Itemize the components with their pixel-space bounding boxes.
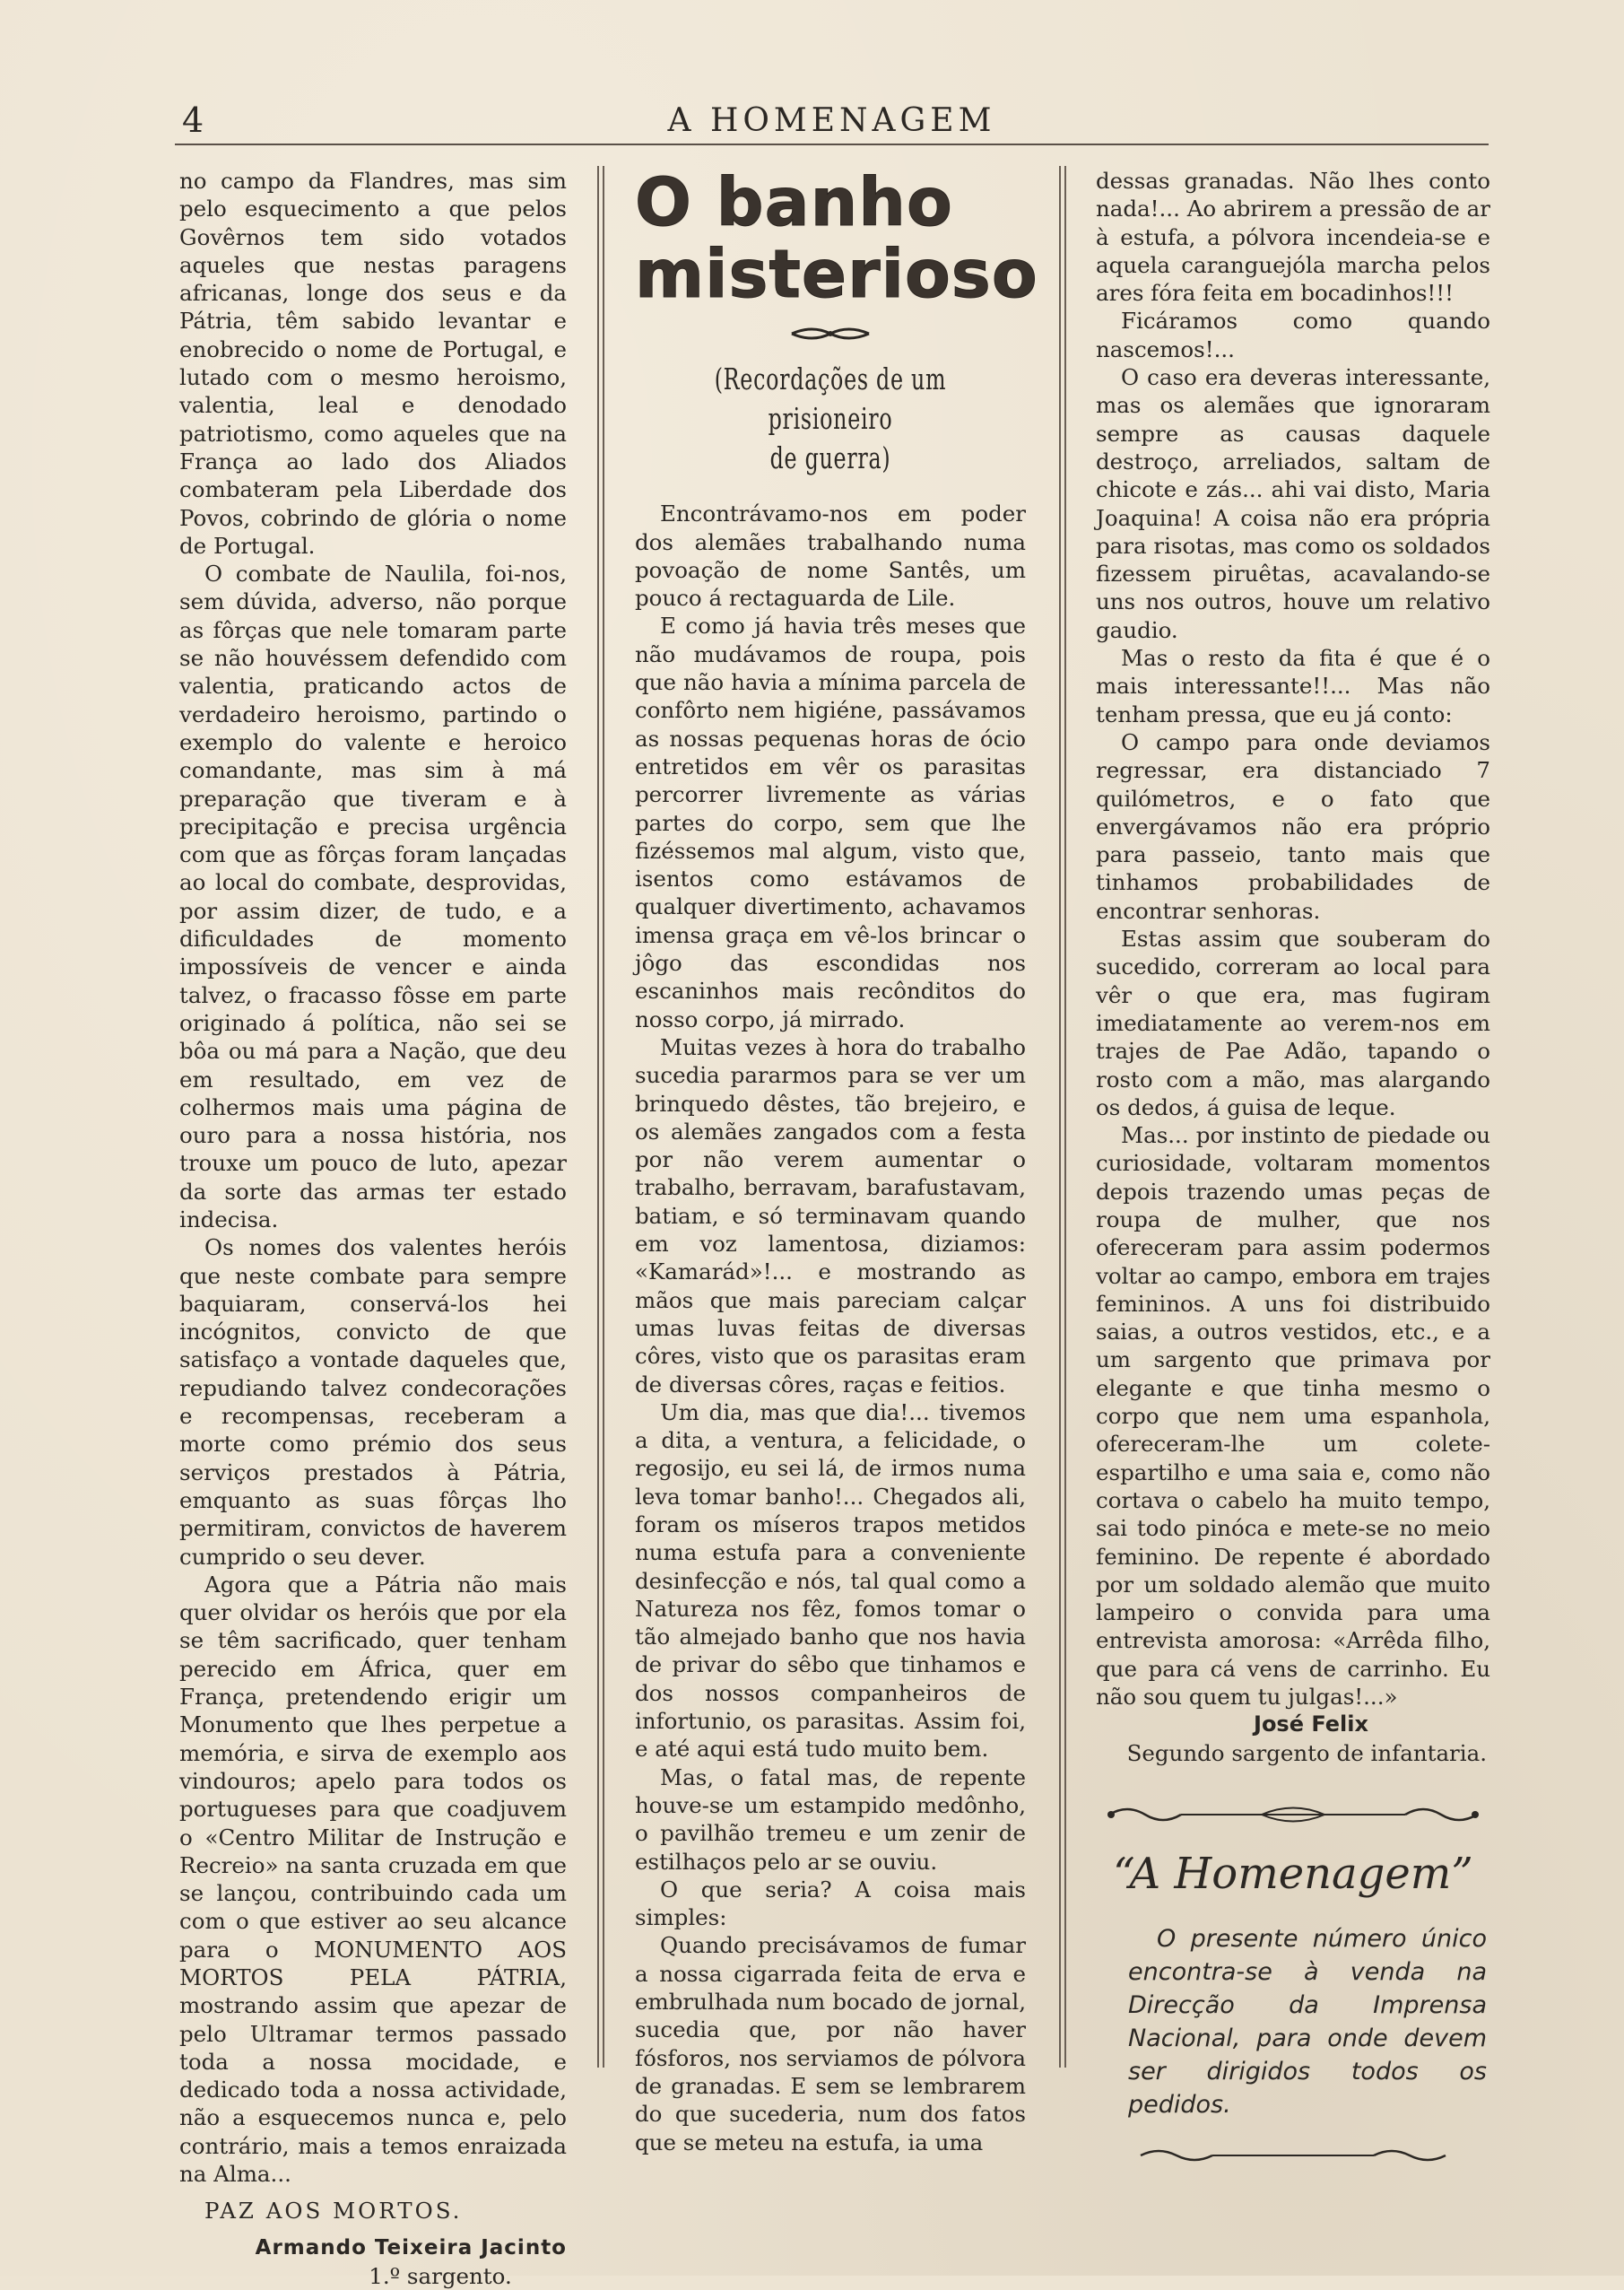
closing-line: PAZ AOS MORTOS. [204,2198,463,2225]
paragraph: O caso era deveras interessante, mas os alemães que ignoraram sempre as causas daquele destroço, arreliados, saltam de chicote e zás... ahi vai disto, Maria Joaquina! A coisa não era própria para risotas, mas como os soldados fizessem piruêtas, acavalando-se uns nos outros, houve um relativo gaudio. [1096,364,1490,643]
notice-text [1096,1922,1490,2121]
paragraph: Os nomes dos valentes heróis que neste combate para sempre baquiaram, conservá-los hei incógnitos, convicto de que satisfaço a vontade daqueles que, repudiando talvez condecorações e recompensas, receberam a morte como prémio dos seus serviços prestados à Pátria, emquanto as suas fôrças lho permitiram, convictos de haverem cumprido o seu dever. [179,1234,567,1570]
paragraph: Um dia, mas que dia!... tivemos a dita, a ventura, a felicidade, o regosijo, eu sei lá, de irmos numa leva tomar banho!... Chegados ali, foram os míseros trapos metidos numa estufa para a conveniente desinfecção e nós, tal qual como a Natureza nos fêz, fomos tomar o tão almejado banho que nos havia de privar do sêbo que tinhamos e dos nossos companheiros de infortunio, os parasitas. Assim foi, e até aqui está tudo muito bem. [635,1398,1026,1763]
paragraph: O combate de Naulila, foi-nos, sem dúvida, adverso, não porque as fôrças que nele tomaram parte se não houvéssem defendido com valentia, praticando actos de verdadeiro heroismo, partindo o exemplo do valente e heroico comandante, mas sim à má preparação que tiveram e à precipitação e precisa urgência com que as fôrças foram lançadas ao local do combate, desprovidas, por assim dizer, de tudo, e a dificuldades de momento impossíveis de vencer e ainda talvez, o fracasso fôsse em parte originado á política, não sei se bôa ou má para a Nação, que deu em resultado, em vez de colhermos mais uma página de ouro para a nossa história, nos trouxe um pouco de luto, apezar da sorte das armas ter estado indecisa. [179,561,567,1232]
column-1 [179,167,567,2290]
column-divider [1059,166,1061,2068]
paragraph: Encontrávamo-nos em poder dos alemães trabalhando numa povoação de nome Santês, um pouco á rectaguarda de Lile. [635,501,1026,612]
paragraph: E como já havia três meses que não mudávamos de roupa, pois que não havia a mínima parcela de confôrto nem higiéne, passávamos as nossas pequenas horas de ócio entretidos em vêr os parasitas percorrer livremente as várias partes do corpo, sem que lhe fizéssemos mal algum, visto que, isentos como estávamos de qualquer divertimento, achavamos imensa graça em vê-los brincar o jôgo das escondidas nos escaninhos mais recônditos do nosso corpo, já mirrado. [635,613,1026,1032]
column-divider [597,166,599,2068]
flourish-icon [1100,1801,1486,1828]
subtitle-line-2: de guerra) [769,440,891,476]
column-2 [635,164,1038,2156]
page-number: 4 [182,100,206,140]
author-rank: Segundo sargento de infantaria. [1126,1739,1487,1766]
divider-ornament [635,323,1026,351]
notice-title: “A Homenagem” [1113,1849,1473,1900]
paragraph: O que seria? A coisa mais simples: [635,1876,1026,1931]
article-title-line-2: misterioso [635,236,1038,313]
notice-ornament-top [1096,1801,1490,1834]
subtitle-line-1: (Recordações de um prisioneiro [714,361,947,437]
header-rule [175,144,1489,145]
page-header [175,100,1489,145]
paragraph: Quando precisávamos de fumar a nossa cigarrada feita de erva e embrulhada num bocado de jornal, sucedia que, por não haver fósforos, nos serviamos de pólvora de granadas. E sem se lembrarem do que sucederia, num dos fatos que se meteu na estufa, ia uma [635,1932,1026,2155]
paragraph: O campo para onde deviamos regressar, era distanciado 7 quilómetros, e o fato que envergávamos não era próprio para passeio, tanto mais que tinhamos probabilidades de encontrar senhoras. [1096,728,1490,924]
article-title-line-1: O banho [635,164,953,241]
flourish-icon [1123,2145,1463,2166]
notice-body: O presente número único encontra-se à venda na Direcção da Imprensa Nacional, para onde devem ser dirigidos todos os pedidos. [1128,1925,1487,2120]
paragraph: Ficáramos como quando nascemos!... [1096,308,1490,362]
paragraph: Mas... por instinto de piedade ou curiosidade, voltaram momentos depois trazendo umas peças de roupa de mulher, que nos ofereceram para assim podermos voltar ao campo, embora em trajes femininos. A uns foi distribuido saias, a outros vestidos, etc., e a um sargento que primava por elegante e que tinha mesmo o corpo que nem uma espanhola, ofereceram-lhe um colete-espartilho e uma saia e, como não cortava o cabelo ha muito tempo, sai todo pinóca e mete-se no meio feminino. De repente é abordado por um soldado alemão que muito lampeiro o convida para uma entrevista amorosa: «Arrêda filho, que para cá vens de carrinho. Eu não sou quem tu julgas!...» [1096,1122,1490,1711]
paragraph: Mas, o fatal mas, de repente houve-se um estampido medônho, o pavilhão tremeu e um zenir de estilhaços pelo ar se ouviu. [635,1763,1026,1875]
author-signature: José Felix [1254,1711,1368,1737]
author-signature: Armando Teixeira Jacinto [255,2235,567,2260]
article-subtitle [690,360,971,478]
notice-ornament-bottom [1096,2145,1490,2172]
author-rank: 1.º sargento. [369,2262,512,2289]
ornament-icon [790,323,871,344]
paragraph: Estas assim que souberam do sucedido, correram ao local para vêr o que era, mas fugiram imediatamente ao verem-nos em trajes de Pae Adão, tapando o rosto com a mão, mas alargando os dedos, á guisa de leque. [1096,926,1490,1120]
paragraph: dessas granadas. Não lhes conto nada!... Ao abrirem a pressão de ar à estufa, a pólvora incendeia-se e aquela caranguejóla marcha pelos ares fóra feita em bocadinhos!!! [1096,168,1490,307]
paragraph: Mas o resto da fita é que é o mais interessante!!... Mas não tenham pressa, que eu já conto: [1096,645,1490,727]
paragraph: Muitas vezes à hora do trabalho sucedia pararmos para se ver um brinquedo dêstes, tão brejeiro, e os alemães zangados com a festa por não verem aumentar o trabalho, berravam, barafustavam, batiam, e só terminavam quando em voz lamentosa, diziamos: «Kamarád»!... e mostrando as mãos que mais pareciam calçar umas luvas feitas de diversas côres, visto que os parasitas eram de diversas côres, raças e feitios. [635,1033,1026,1398]
paragraph: Agora que a Pátria não mais quer olvidar os heróis que por ela se têm sacrificado, quer tenham perecido em África, quer em França, pretendendo erigir um Monumento que lhes perpetue a memória, e sirva de exemplo aos vindouros; apelo para todos os portugueses para que coadjuvem o «Centro Militar de Instrução e Recreio» na santa cruzada em que se lançou, contribuindo cada um com o que estiver ao seu alcance para o MONUMENTO AOS MORTOS PELA PÁTRIA, mostrando assim que apezar de pelo Ultramar termos passado toda a nossa mocidade, e dedicado toda a nossa actividade, não a esquecemos nunca e, pelo contrário, mais a temos enraizada na Alma... [179,1571,567,2188]
column-3 [1096,167,1490,2173]
paragraph: no campo da Flandres, mas sim pelo esquecimento a que pelos Govêrnos tem sido votados aqueles que nestas paragens africanas, longe dos seus e da Pátria, têm sabido levantar e enobrecido o nome de Portugal, e lutado com o mesmo heroismo, valentia, leal e denodado patriotismo, como aqueles que na França ao lado dos Aliados combateram pela Liberdade dos Povos, cobrindo de glória o nome de Portugal. [179,168,567,559]
masthead: A HOMENAGEM [667,102,996,139]
